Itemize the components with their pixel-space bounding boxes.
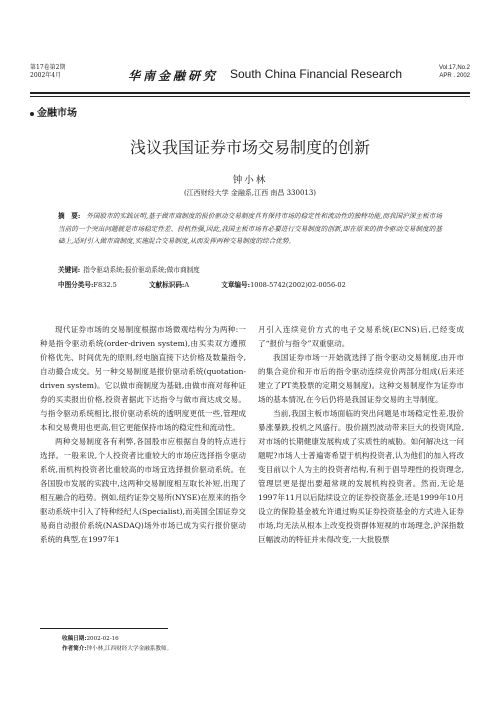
header-rule-thin [30,96,470,97]
document-code: 文献标识码:A [148,281,190,289]
author-name: 钟小林 [232,175,268,186]
issue-info [30,64,65,80]
keywords-text: 指令驱动系统;报价驱动系统;做市商制度 [83,266,200,274]
abstract-text: 外国股市的实践证明,基于做市商制度的报价驱动交易制度具有保持市场的稳定性和流动性的独特功能,而我国沪深主板市场当前的一个突出问题就是市场稳定性差、投机性强,因此,我国主板市场有必要进行交易制度的创新,即在原来的指令驱动交易制度的基础上,适时引入做市商制度,实施混合交易制度,从而发挥两种交易制度的综合优势。 [58,212,442,245]
journal-title-en: South China Financial Research [230,67,403,81]
volume-issue-en: Vol.17,No.2 [438,65,470,71]
received-date: 收稿日期:2002-02-16 [62,636,119,642]
keywords-label: 关键词: [58,266,81,274]
masthead [30,62,470,90]
article-title: 浅议我国证券市场交易制度的创新 [129,138,370,157]
body-column-right [258,323,464,547]
keywords [58,264,442,274]
body-paragraph: 两种交易制度各有利弊,各国股市应根据自身的特点进行选择。一般来说,个人投资者比重较大的市场应选择指令驱动系统,而机构投资者比重较高的市场宜选择报价驱动系统。在各国股市发展的实践中,这两种交易制度相互取长补短,出现了相互融合的趋势。例如,纽约证券交易所(NYSE)在原来的指令驱动系统中引入了特种经纪人(Specialist),而美国全国证券交易商自动报价系统(NASDAQ)场外市场已成为实行报价驱动系统的典型,在1997年1 [40,437,246,544]
classification-codes [58,279,458,289]
section-tag [30,104,77,119]
volume-issue-cn: 第17卷第2期 [30,64,66,71]
author-bio: 作者简介:钟小林,江西财经大学金融系教师。 [62,646,173,652]
abstract [58,210,442,248]
clc-code: 中图分类号:F832.5 [58,281,117,289]
body-column-left [40,323,246,547]
body-paragraph: 月引入连续竞价方式的电子交易系统(ECNS)后,已经变成了“报价与指令”双重驱动。 [258,325,464,348]
body-paragraph: 我国证券市场一开始就选择了指令驱动交易制度,由开市的集合竞价和开市后的指令驱动连续竞价两部分组成(后来还建立了PT类股票的定期交易制度)。这种交易制度作为证券市场的基本情况,在今后仍将是我国证券交易的主导制度。 [258,353,464,404]
footnote-rule [40,628,168,629]
body-paragraph: 当前,我国主板市场面临的突出问题是市场稳定性差,股价暴涨暴跌,投机之风盛行。股价剧烈波动带来巨大的投资风险,对市场的长期健康发展构成了实质性的威胁。如何解决这一问题呢?市场人士普遍寄希望于机构投资者,认为他们的加入将改变目前以个人为主的投资者结构,有利于倡导理性的投资理念,管理层更是提出要超常规的发展机构投资者。然而,无论是1997年11月以后陆续设立的证券投资基金,还是1999年10月设立的保险基金被允许通过购买证券投资基金的方式进入证券市场,均无法从根本上改变投资群体短视的市场理念,沪深指数巨幅波动的特征并未得改变,一大批股票 [258,409,464,544]
date-en: APR . 2002 [439,73,470,79]
journal-title-cn: 华南金融研究 [128,69,219,83]
body-paragraph: 现代证券市场的交易制度根据市场微观结构分为两种:一种是指令驱动系统(order-driven system),由买卖双方遵照价格优先、时间优先的原则,经电脑直接下达价格及数量指令,自动撮合成交。另一种交易制度是报价驱动系统(quotation-driven system)。它以做市商制度为基础,由做市商对每种证券的买卖报出价格,投资者据此下达指令与做市商达成交易。与指令驱动系统相比,报价驱动系统的透明度更低一些,管理成本和交易费用也更高,但它更能保持市场的稳定性和流动性。 [40,325,246,432]
section-label: 金融市场 [37,108,77,119]
bullet-icon [30,112,34,116]
abstract-label: 摘 要: [58,212,81,220]
header-rule-thick [30,92,470,94]
date-cn: 2002年4月 [30,72,62,79]
issue-info-en [439,64,470,80]
footnote [62,634,172,654]
article-number: 文章编号:1008-5742(2002)02-0056-02 [221,281,346,289]
author-affiliation: (江西财经大学 金融系,江西 南昌 330013) [183,189,317,197]
